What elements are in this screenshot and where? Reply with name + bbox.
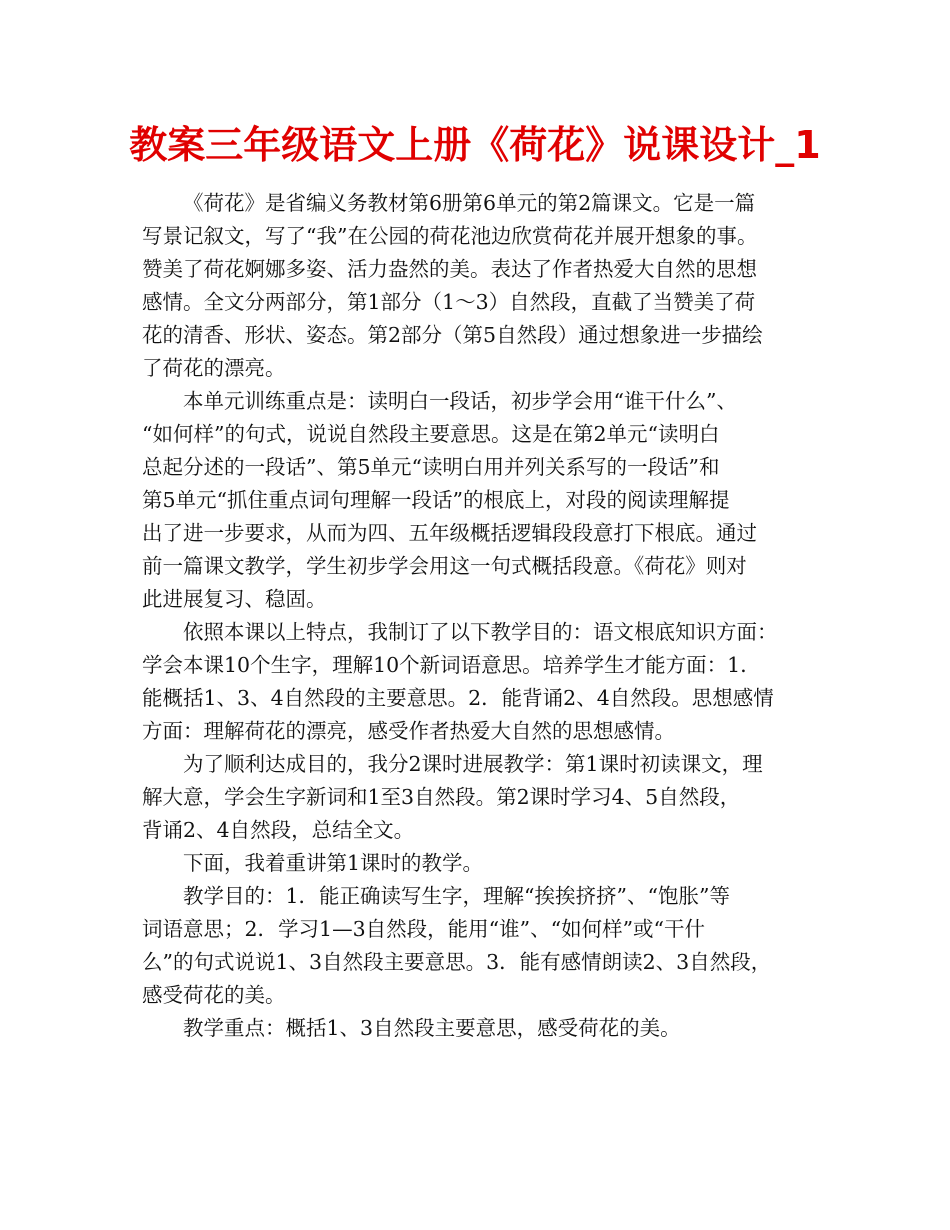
paragraph-line: 写景记叙文，写了“我”在公园的荷花池边欣赏荷花并展开想象的事。	[142, 224, 758, 248]
paragraph-line: 前一篇课文教学，学生初步学会用这一句式概括段意。《荷花》则对	[142, 554, 747, 578]
paragraph	[142, 847, 812, 880]
paragraph	[142, 880, 812, 1012]
paragraph	[142, 748, 812, 847]
paragraph-line: 花的清香、形状、姿态。第2部分（第5自然段）通过想象进一步描绘	[142, 323, 763, 347]
paragraph-line: 方面：理解荷花的漂亮，感受作者热爱大自然的思想感情。	[142, 719, 675, 743]
paragraph	[142, 385, 812, 616]
paragraph-line: 出了进一步要求，从而为四、五年级概括逻辑段段意打下根底。通过	[142, 521, 757, 545]
paragraph-line: 教学目的：1．能正确读写生字，理解“挨挨挤挤”、“饱胀”等	[183, 884, 730, 908]
paragraph-line: 本单元训练重点是：读明白一段话，初步学会用“谁干什么”、	[183, 389, 737, 413]
paragraph-line: 学会本课10个生字，理解10个新词语意思。培养学生才能方面：1．	[142, 653, 761, 677]
paragraph	[142, 187, 812, 385]
paragraph-line: 总起分述的一段话”、第5单元“读明白用并列关系写的一段话”和	[142, 455, 720, 479]
paragraph-line: 感受荷花的美。	[142, 983, 286, 1007]
paragraph-line: 依照本课以上特点，我制订了以下教学目的：语文根底知识方面：	[183, 620, 778, 644]
paragraph	[142, 616, 812, 748]
paragraph-line: 背诵2、4自然段，总结全文。	[142, 818, 415, 842]
paragraph-line: 么”的句式说说1、3自然段主要意思。3．能有感情朗读2、3自然段，	[142, 950, 772, 974]
paragraph-line: 解大意，学会生字新词和1至3自然段。第2课时学习4、5自然段，	[142, 785, 741, 809]
paragraph-line: 能概括1、3、4自然段的主要意思。2．能背诵2、4自然段。思想感情	[142, 686, 774, 710]
document-title: 教案三年级语文上册《荷花》说课设计_1	[129, 123, 821, 167]
paragraph-line: 《荷花》是省编义务教材第6册第6单元的第2篇课文。它是一篇	[183, 191, 756, 215]
paragraph	[142, 1012, 812, 1045]
paragraph-line: 为了顺利达成目的，我分2课时进展教学：第1课时初读课文，理	[183, 752, 763, 776]
paragraph-line: “如何样”的句式，说说自然段主要意思。这是在第2单元“读明白	[142, 422, 720, 446]
paragraph-line: 下面，我着重讲第1课时的教学。	[183, 851, 484, 875]
paragraph-line: 教学重点：概括1、3自然段主要意思，感受荷花的美。	[183, 1016, 681, 1040]
paragraph-line: 感情。全文分两部分，第1部分（1～3）自然段，直截了当赞美了荷	[142, 290, 756, 314]
paragraph-line: 了荷花的漂亮。	[142, 356, 286, 380]
paragraph-line: 此进展复习、稳固。	[142, 587, 327, 611]
paragraph-line: 词语意思；2．学习1—3自然段，能用“谁”、“如何样”或“干什	[142, 917, 706, 941]
paragraph-line: 赞美了荷花婀娜多姿、活力盎然的美。表达了作者热爱大自然的思想	[142, 257, 757, 281]
document-body	[142, 187, 812, 1045]
paragraph-line: 第5单元“抓住重点词句理解一段话”的根底上，对段的阅读理解提	[142, 488, 730, 512]
